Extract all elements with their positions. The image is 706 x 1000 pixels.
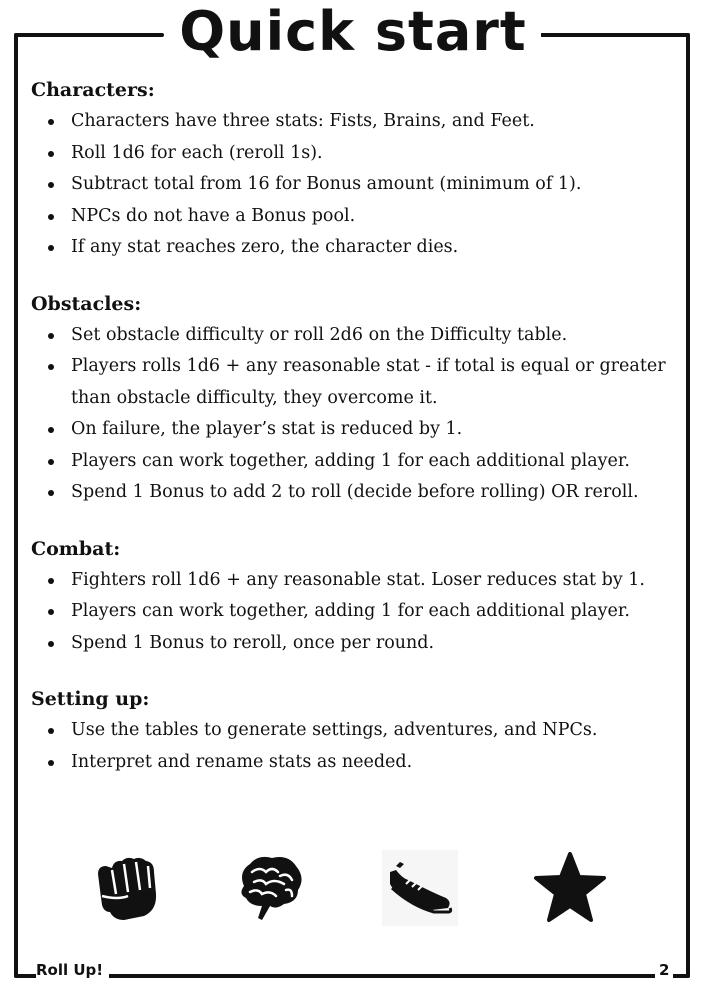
- list-item: Spend 1 Bonus to add 2 to roll (decide before rolling) OR reroll.: [31, 477, 671, 509]
- list-item: Use the tables to generate settings, adventures, and NPCs.: [31, 715, 671, 747]
- section-heading: Combat:: [31, 537, 121, 560]
- list-item: Players rolls 1d6 + any reasonable stat - if total is equal or greater than obstacle difficulty, they overcome it.: [31, 351, 671, 414]
- section-combat: [31, 535, 671, 660]
- section-heading: Characters:: [31, 79, 155, 101]
- section-characters: [31, 76, 671, 264]
- list-item: If any stat reaches zero, the character dies.: [31, 232, 671, 264]
- list-item: Players can work together, adding 1 for each additional player.: [31, 596, 671, 628]
- bullet-list: [31, 565, 671, 660]
- frame-left: [14, 33, 18, 978]
- footer-brand: Roll Up!: [36, 961, 109, 979]
- stat-icons: [0, 850, 706, 930]
- star-icon: [532, 850, 608, 926]
- list-item: NPCs do not have a Bonus pool.: [31, 201, 671, 233]
- list-item: On failure, the player’s stat is reduced by 1.: [31, 414, 671, 446]
- page-title-text: Quick start: [165, 0, 540, 63]
- section-obstacles: [31, 290, 671, 509]
- shoe-icon: [382, 850, 458, 926]
- bullet-list: [31, 106, 671, 264]
- rules-content: [31, 76, 671, 804]
- fist-icon: [88, 850, 164, 926]
- list-item: Spend 1 Bonus to reroll, once per round.: [31, 628, 671, 660]
- section-heading: Setting up:: [31, 688, 150, 710]
- brain-icon: [232, 850, 308, 926]
- list-item: Fighters roll 1d6 + any reasonable stat. Loser reduces stat by 1.: [31, 565, 671, 597]
- page-number: 2: [655, 961, 673, 979]
- list-item: Subtract total from 16 for Bonus amount (minimum of 1).: [31, 169, 671, 201]
- page-title: [0, 0, 706, 64]
- bullet-list: [31, 715, 671, 778]
- list-item: Roll 1d6 for each (reroll 1s).: [31, 138, 671, 170]
- section-heading: Obstacles:: [31, 292, 142, 315]
- list-item: Interpret and rename stats as needed.: [31, 747, 671, 779]
- section-setting-up: [31, 685, 671, 778]
- list-item: Characters have three stats: Fists, Brains, and Feet.: [31, 106, 671, 138]
- list-item: Set obstacle difficulty or roll 2d6 on the Difficulty table.: [31, 320, 671, 352]
- frame-right: [686, 33, 690, 978]
- bullet-list: [31, 320, 671, 509]
- list-item: Players can work together, adding 1 for each additional player.: [31, 446, 671, 478]
- frame-bottom: [14, 974, 690, 978]
